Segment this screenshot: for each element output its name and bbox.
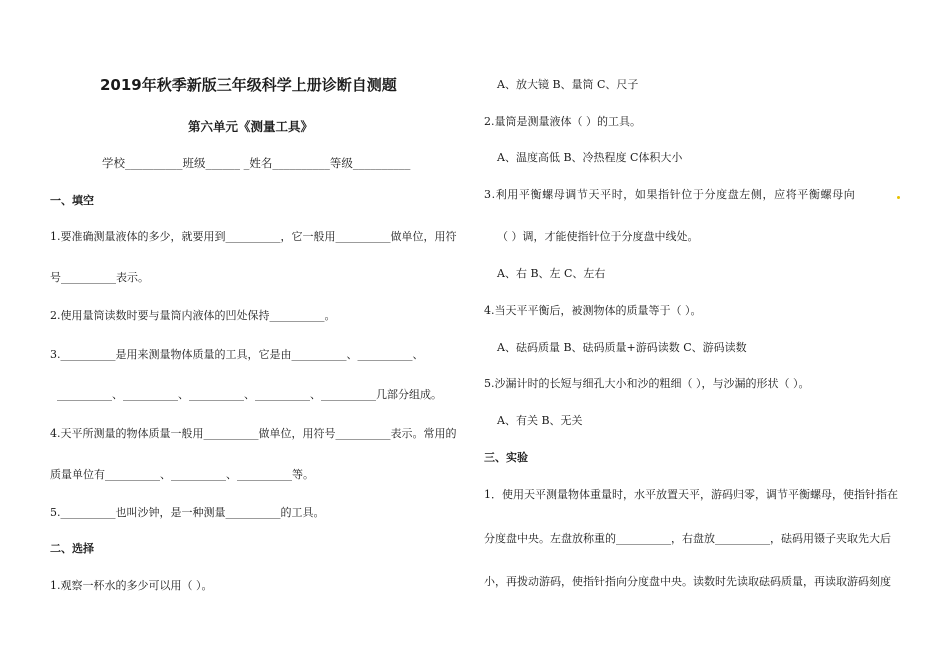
fill-q3-line2: __________、__________、__________、__________、__________几部分组成。 xyxy=(57,388,442,401)
fill-q5: 5.__________也叫沙钟，是一种测量__________的工具。 xyxy=(50,506,325,519)
choice-q4-options: A、砝码质量 B、砝码质量+游码读数 C、游码读数 xyxy=(497,341,747,354)
choice-q1-options: A、放大镜 B、量筒 C、尺子 xyxy=(497,78,639,91)
fill-q3-line1: 3.__________是用来测量物体质量的工具，它是由__________、__________、 xyxy=(50,348,424,361)
student-info-line: 学校__________班级______ _姓名__________等级__________ xyxy=(102,156,411,170)
choice-q2: 2.量筒是测量液体（ ）的工具。 xyxy=(484,115,641,128)
fill-q1-line2: 号__________表示。 xyxy=(50,271,149,284)
choice-q4: 4.当天平平衡后，被测物体的质量等于（ ）。 xyxy=(484,304,702,317)
choice-q3-line1: 3.利用平衡螺母调节天平时，如果指针位于分度盘左侧，应将平衡螺母向 xyxy=(484,188,856,201)
fill-q4-line1: 4.天平所测量的物体质量一般用__________做单位，用符号__________表示。常用的 xyxy=(50,427,457,440)
page-title: 2019年秋季新版三年级科学上册诊断自测题 xyxy=(100,76,397,94)
experiment-q1-line2: 分度盘中央。左盘放称重的__________，右盘放__________，砝码用镊子夹取先大后 xyxy=(484,532,891,545)
section-choice-heading: 二、选择 xyxy=(50,542,94,555)
yellow-dot-mark xyxy=(897,196,900,199)
experiment-q1-line3: 小，再拨动游码，使指针指向分度盘中央。读数时先读取砝码质量，再读取游码刻度 xyxy=(484,575,891,588)
choice-q3-line2: （ ）调，才能使指针位于分度盘中线处。 xyxy=(497,230,699,243)
choice-q5-options: A、有关 B、无关 xyxy=(497,414,583,427)
choice-q1: 1.观察一杯水的多少可以用（ ）。 xyxy=(50,579,213,592)
choice-q2-options: A、温度高低 B、冷热程度 C体积大小 xyxy=(497,151,683,164)
choice-q5: 5.沙漏计时的长短与细孔大小和沙的粗细（ ），与沙漏的形状（ ）。 xyxy=(484,377,810,390)
fill-q1-line1: 1.要准确测量液体的多少，就要用到__________，它一般用__________做单位，用符 xyxy=(50,230,457,243)
experiment-q1-line1: 1．使用天平测量物体重量时，水平放置天平，游码归零，调节平衡螺母，使指针指在 xyxy=(484,488,898,501)
page-subtitle: 第六单元《测量工具》 xyxy=(188,119,314,134)
fill-q2: 2.使用量筒读数时要与量筒内液体的凹处保持__________。 xyxy=(50,309,336,322)
section-fill-blank-heading: 一、填空 xyxy=(50,194,94,207)
section-experiment-heading: 三、实验 xyxy=(484,451,528,464)
choice-q3-options: A、右 B、左 C、左右 xyxy=(497,267,606,280)
fill-q4-line2: 质量单位有__________、__________、__________等。 xyxy=(50,468,314,481)
